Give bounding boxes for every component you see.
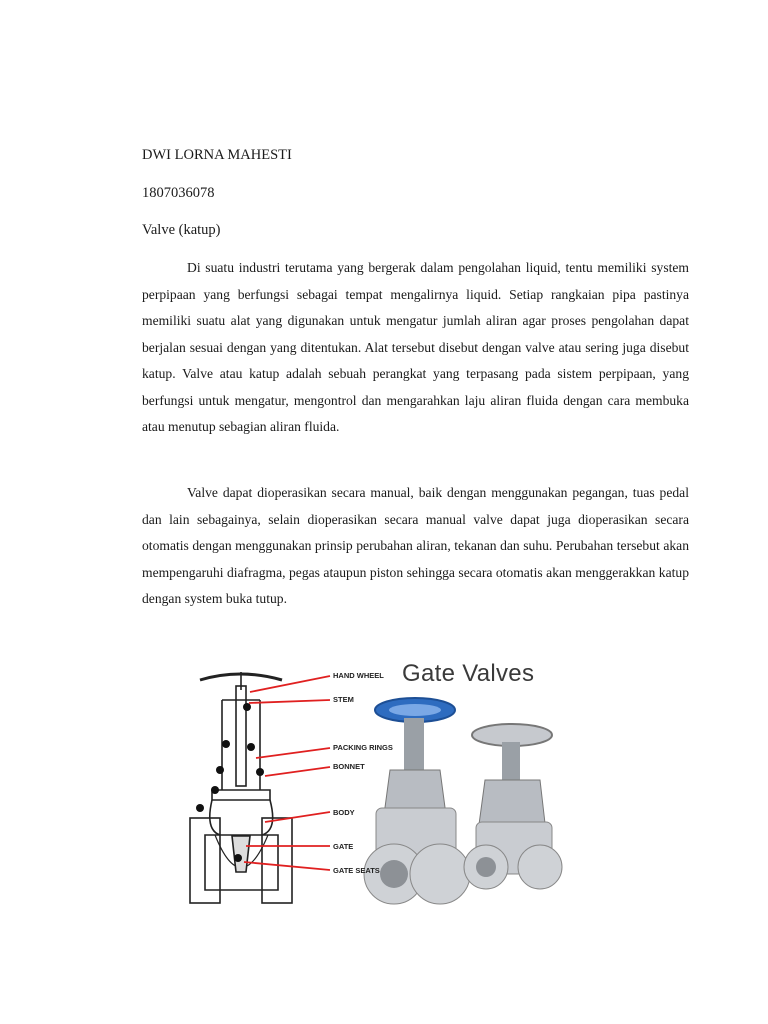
gate-valve-photo-2 (464, 724, 562, 889)
label-hand-wheel: HAND WHEEL (333, 671, 384, 680)
author-name: DWI LORNA MAHESTI (142, 147, 292, 163)
paragraph-2: Valve dapat dioperasikan secara manual, baik dengan menggunakan pegangan, tuas pedal dan lain sebagainya, selain dioperasikan secara manual valve dapat juga dioperasikan secara otomatis dengan menggunakan prinsip perubahan aliran, tekanan dan suhu. Perubahan tersebut akan mempengaruhi diafragma, pegas ataupun piston sehingga secara otomatis akan menggerakkan katup dengan system buka tutup. (142, 485, 689, 606)
section-title: Valve (katup) (142, 222, 221, 238)
label-body: BODY (333, 808, 355, 817)
label-gate: GATE (333, 842, 354, 851)
gate-valve-photo-1 (364, 698, 470, 904)
paragraph-1: Di suatu industri terutama yang bergerak dalam pengolahan liquid, tentu memiliki system perpipaan yang berfungsi sebagai tempat mengalirnya liquid. Setiap rangkaian pipa pastinya memiliki suatu alat yang digunakan untuk mengatur jumlah aliran agar proses pengolahan dapat berjalan sesuai dengan yang ditentukan. Alat tersebut disebut dengan valve atau sering juga disebut katup. Valve atau katup adalah sebuah perangkat yang terpasang pada sistem perpipaan, yang berfungsi untuk mengatur, mengontrol dan mengarahkan laju aliran fluida dengan cara membuka atau menutup sebagian aliran fluida. (142, 260, 689, 434)
label-bonnet: BONNET (333, 762, 365, 771)
label-packing-rings: PACKING RINGS (333, 743, 393, 752)
label-gate-seats: GATE SEATS (333, 866, 380, 875)
figure-title: Gate Valves (402, 660, 535, 687)
label-stem: STEM (333, 695, 354, 704)
cutaway-diagram (190, 672, 292, 903)
student-id: 1807036078 (142, 185, 215, 201)
